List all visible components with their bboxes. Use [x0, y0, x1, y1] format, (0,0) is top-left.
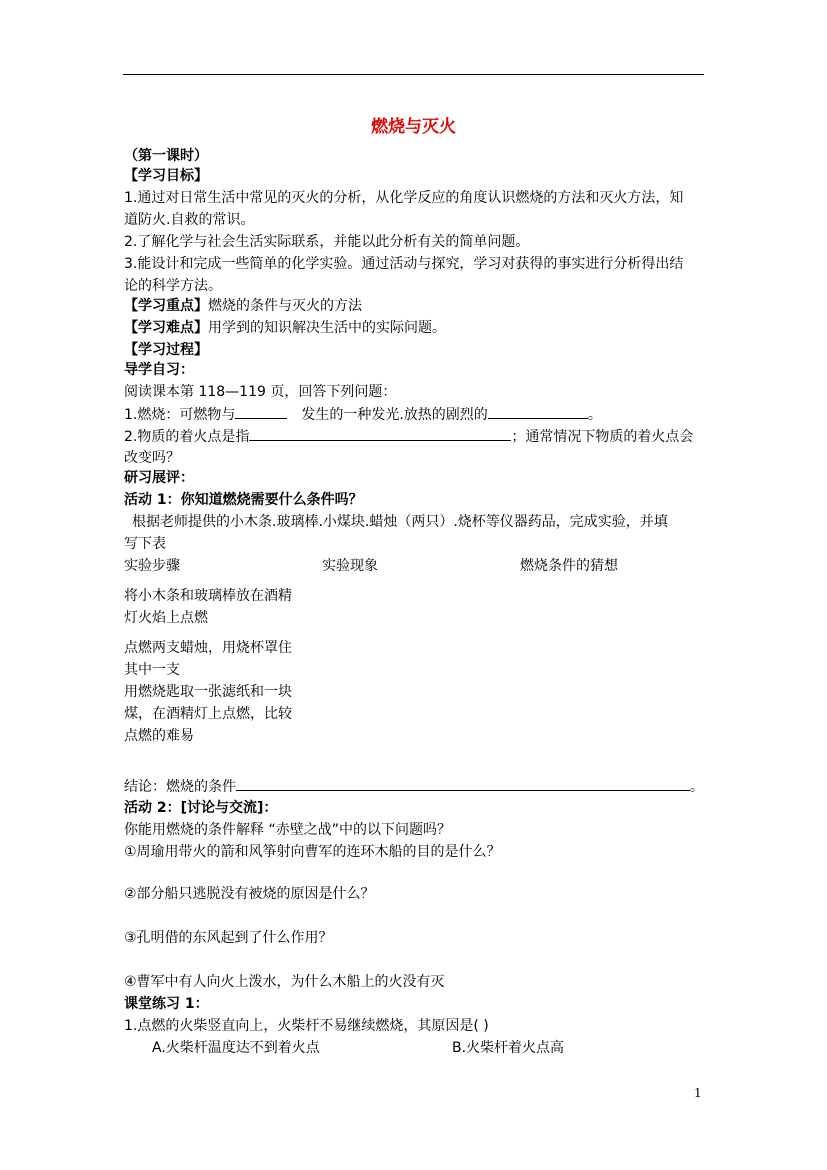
conclusion-label: 结论：燃烧的条件	[124, 779, 236, 795]
practice-heading: 课堂练习 1：	[124, 996, 209, 1012]
question-1-part-b: 发生的一种发光.放热的剧烈的	[301, 407, 488, 423]
exercise-1-option-a: A.火柴杆温度达不到着火点	[152, 1040, 320, 1056]
difficult-point-label: 【学习难点】	[124, 320, 208, 336]
activity-1-desc-line-2: 写下表	[124, 536, 166, 552]
reading-instruction: 阅读课本第 118—119 页，回答下列问题：	[124, 384, 397, 400]
exercise-1: 1.点燃的火柴竖直向上，火柴杆不易继续燃烧，其原因是( )	[124, 1018, 489, 1034]
question-1-part-a: 1.燃烧：可燃物与	[124, 407, 236, 423]
page-number: 1	[694, 1086, 702, 1100]
sub-question-2: ②部分船只逃脱没有被烧的原因是什么？	[124, 886, 375, 902]
self-study-heading: 导学自习：	[124, 362, 194, 378]
table-header-hypothesis: 燃烧条件的猜想	[520, 558, 618, 574]
goal-3-line-1: 3.能设计和完成一些简单的化学实验。通过活动与探究，学习对获得的事实进行分析得出结	[124, 256, 684, 272]
page-title: 燃烧与灭火	[371, 117, 456, 137]
conclusion-end: 。	[690, 779, 704, 795]
question-1-end: 。	[587, 407, 602, 423]
step-1-line-1: 将小木条和玻璃棒放在酒精	[124, 588, 292, 604]
key-point-label: 【学习重点】	[124, 298, 208, 314]
sub-question-1: ①周瑜用带火的箭和风筝射向曹军的连环木船的目的是什么？	[124, 844, 501, 860]
question-2-part-b: ；通常情况下物质的着火点会	[511, 429, 694, 445]
goal-1-line-1: 1.通过对日常生活中常见的灭火的分析，从化学反应的角度认识燃烧的方法和灭火方法，知	[124, 190, 684, 206]
key-point-text: 燃烧的条件与灭火的方法	[208, 298, 362, 314]
activity-1-desc-line-1: 根据老师提供的小木条.玻璃棒.小煤块.蜡烛（两只）.烧杯等仪器药品，完成实验，并填	[132, 514, 668, 530]
blank-1[interactable]	[235, 404, 287, 419]
step-3-line-2: 煤，在酒精灯上点燃，比较	[124, 706, 292, 722]
question-2-line-2: 改变吗？	[124, 450, 180, 466]
blank-2[interactable]	[488, 404, 588, 419]
conclusion	[124, 776, 704, 797]
step-3-line-3: 点燃的难易	[124, 728, 194, 744]
difficult-point	[124, 318, 446, 338]
table-header-phenomena: 实验现象	[322, 558, 378, 574]
question-2	[124, 426, 693, 447]
step-2-line-1: 点燃两支蜡烛，用烧杯罩住	[124, 640, 292, 656]
header-rule	[123, 74, 704, 75]
blank-4[interactable]	[236, 776, 690, 791]
step-1-line-2: 灯火焰上点燃	[124, 610, 208, 626]
step-2-line-2: 其中一支	[124, 662, 180, 678]
step-3-line-1: 用燃烧匙取一张滤纸和一块	[124, 684, 292, 700]
goals-heading: 【学习目标】	[124, 168, 208, 184]
sub-question-4: ④曹军中有人向火上泼水，为什么木船上的火没有灭	[124, 974, 445, 990]
blank-3[interactable]	[249, 426, 511, 441]
question-1	[124, 404, 602, 425]
activity-2-heading: 活动 2：[讨论与交流]：	[124, 800, 278, 816]
research-heading: 研习展评：	[124, 470, 194, 486]
goal-3-line-2: 论的科学方法。	[124, 278, 222, 294]
question-2-part-a: 2.物质的着火点是指	[124, 429, 250, 445]
key-point	[124, 296, 362, 316]
goal-2: 2.了解化学与社会生活实际联系，并能以此分析有关的简单问题。	[124, 234, 530, 250]
difficult-point-text: 用学到的知识解决生活中的实际问题。	[208, 320, 446, 336]
lesson-label: （第一课时）	[124, 148, 208, 164]
exercise-1-option-b: B.火柴杆着火点高	[452, 1040, 565, 1056]
table-header-steps: 实验步骤	[124, 558, 180, 574]
process-heading: 【学习过程】	[124, 342, 208, 358]
activity-2-question: 你能用燃烧的条件解释 “赤壁之战”中的以下问题吗？	[124, 822, 451, 838]
goal-1-line-2: 道防火.自救的常识。	[124, 212, 255, 228]
activity-1-heading: 活动 1：你知道燃烧需要什么条件吗？	[124, 492, 363, 508]
sub-question-3: ③孔明借的东风起到了什么作用？	[124, 930, 333, 946]
